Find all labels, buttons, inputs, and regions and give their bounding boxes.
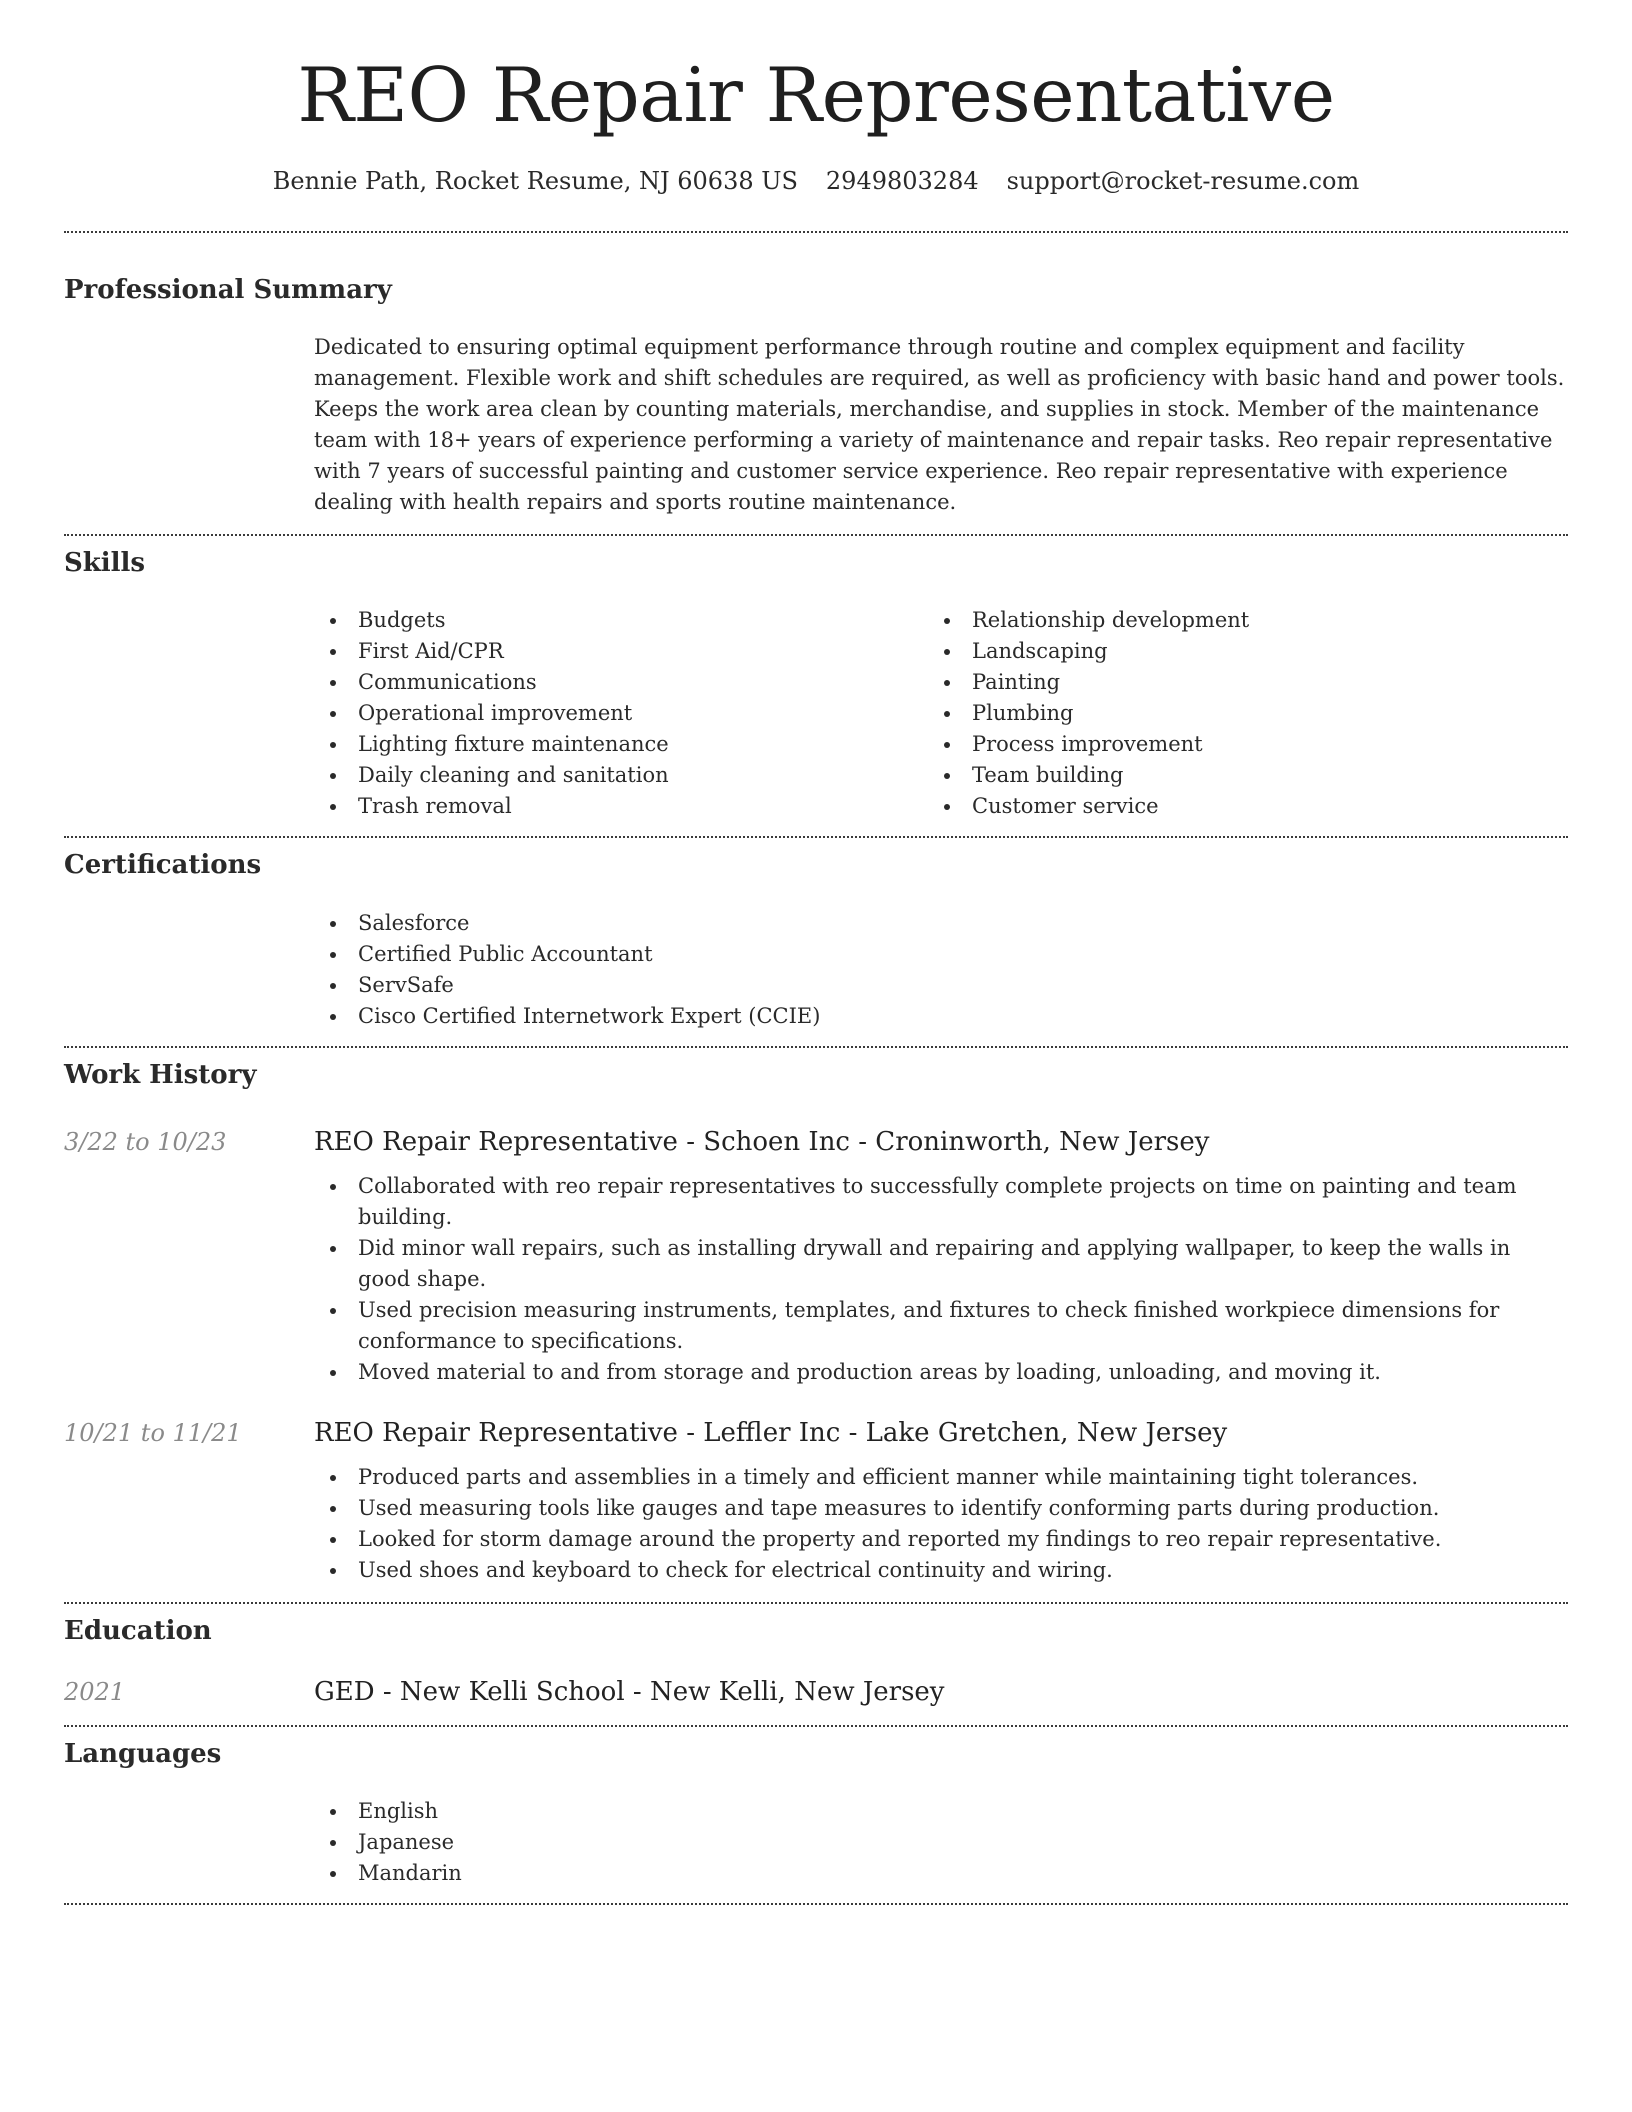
- skills-list-left: [314, 605, 928, 822]
- divider: [64, 231, 1568, 233]
- skill-item: Relationship development: [928, 605, 1542, 636]
- job-bullet: Did minor wall repairs, such as installing drywall and repairing and applying wallpaper, to keep the walls in good shape.: [314, 1233, 1568, 1295]
- divider: [64, 1903, 1568, 1905]
- skill-item: First Aid/CPR: [314, 636, 928, 667]
- job-bullets: [314, 1171, 1568, 1388]
- job-bullets: [314, 1462, 1568, 1586]
- job-details: [314, 1125, 1568, 1388]
- certification-item: Certified Public Accountant: [314, 939, 1568, 970]
- contact-phone: 2949803284: [825, 167, 979, 195]
- divider: [64, 1046, 1568, 1048]
- section-title-summary: Professional Summary: [64, 275, 392, 305]
- skill-item: Process improvement: [928, 729, 1542, 760]
- job-details: [314, 1416, 1568, 1586]
- language-item: English: [314, 1796, 1568, 1827]
- skill-item: Team building: [928, 760, 1542, 791]
- skill-item: Trash removal: [314, 791, 928, 822]
- skill-item: Customer service: [928, 791, 1542, 822]
- contact-address: Bennie Path, Rocket Resume, NJ 60638 US: [272, 167, 798, 195]
- education-section: [64, 1616, 1568, 1709]
- section-title-education: Education: [64, 1615, 212, 1646]
- job-dates: 3/22 to 10/23: [64, 1127, 227, 1156]
- contact-line: [64, 167, 1568, 195]
- certifications-list: [314, 908, 1568, 1032]
- job-bullet: Looked for storm damage around the property and reported my findings to reo repair representative.: [314, 1524, 1568, 1555]
- section-title-work: Work History: [64, 1059, 257, 1090]
- section-title-skills: Skills: [64, 548, 146, 579]
- summary-text: Dedicated to ensuring optimal equipment performance through routine and complex equipment and facility management. Flexible work and shift schedules are required, as well as proficiency with basic hand and power tools. Keeps the work area clean by counting materials, merchandise, and supplies in stock. Member of the maintenance team with 18+ years of experience performing a variety of maintenance and repair tasks. Reo repair representative with 7 years of successful painting and customer service experience. Reo repair representative with experience dealing with health repairs and sports routine maintenance.: [314, 335, 1565, 515]
- skills-section: [64, 548, 1568, 822]
- languages-section: [64, 1739, 1568, 1889]
- job-bullet: Collaborated with reo repair representatives to successfully complete projects on time on painting and team building.: [314, 1171, 1568, 1233]
- section-title-certifications: Certifications: [64, 850, 262, 881]
- skill-item: Daily cleaning and sanitation: [314, 760, 928, 791]
- divider: [64, 1602, 1568, 1604]
- section-title-languages: Languages: [64, 1738, 222, 1769]
- job-bullet: Used shoes and keyboard to check for electrical continuity and wiring.: [314, 1555, 1568, 1586]
- education-entry: [64, 1675, 1568, 1709]
- skill-item: Lighting fixture maintenance: [314, 729, 928, 760]
- skill-item: Plumbing: [928, 698, 1542, 729]
- languages-list: [314, 1796, 1568, 1889]
- skill-item: Budgets: [314, 605, 928, 636]
- job-bullet: Used precision measuring instruments, templates, and fixtures to check finished workpiece dimensions for conformance to specifications.: [314, 1295, 1568, 1357]
- skills-columns: [314, 605, 1568, 822]
- job-bullet: Produced parts and assemblies in a timely and efficient manner while maintaining tight tolerances.: [314, 1462, 1568, 1493]
- skills-list-right: [928, 605, 1542, 822]
- summary-section: [64, 275, 1568, 518]
- job-entry: [64, 1125, 1568, 1388]
- divider: [64, 534, 1568, 536]
- language-item: Mandarin: [314, 1858, 1568, 1889]
- divider: [64, 1725, 1568, 1727]
- skill-item: Landscaping: [928, 636, 1542, 667]
- divider: [64, 836, 1568, 838]
- job-entry: [64, 1416, 1568, 1586]
- certification-item: Salesforce: [314, 908, 1568, 939]
- education-heading: GED - New Kelli School - New Kelli, New Jersey: [314, 1676, 945, 1707]
- job-bullet: Moved material to and from storage and production areas by loading, unloading, and moving it.: [314, 1357, 1568, 1388]
- work-section: [64, 1060, 1568, 1602]
- job-dates: 10/21 to 11/21: [64, 1418, 242, 1447]
- skill-item: Operational improvement: [314, 698, 928, 729]
- language-item: Japanese: [314, 1827, 1568, 1858]
- skill-item: Communications: [314, 667, 928, 698]
- certification-item: Cisco Certified Internetwork Expert (CCIE): [314, 1001, 1568, 1032]
- education-year: 2021: [64, 1677, 126, 1706]
- resume-name: REO Repair Representative: [297, 51, 1335, 139]
- skill-item: Painting: [928, 667, 1542, 698]
- job-heading: REO Repair Representative - Schoen Inc - Croninworth, New Jersey: [314, 1126, 1210, 1157]
- certifications-section: [64, 850, 1568, 1031]
- job-heading: REO Repair Representative - Leffler Inc - Lake Gretchen, New Jersey: [314, 1417, 1228, 1448]
- job-bullet: Used measuring tools like gauges and tape measures to identify conforming parts during production.: [314, 1493, 1568, 1524]
- contact-email: support@rocket-resume.com: [1006, 167, 1360, 195]
- certification-item: ServSafe: [314, 970, 1568, 1001]
